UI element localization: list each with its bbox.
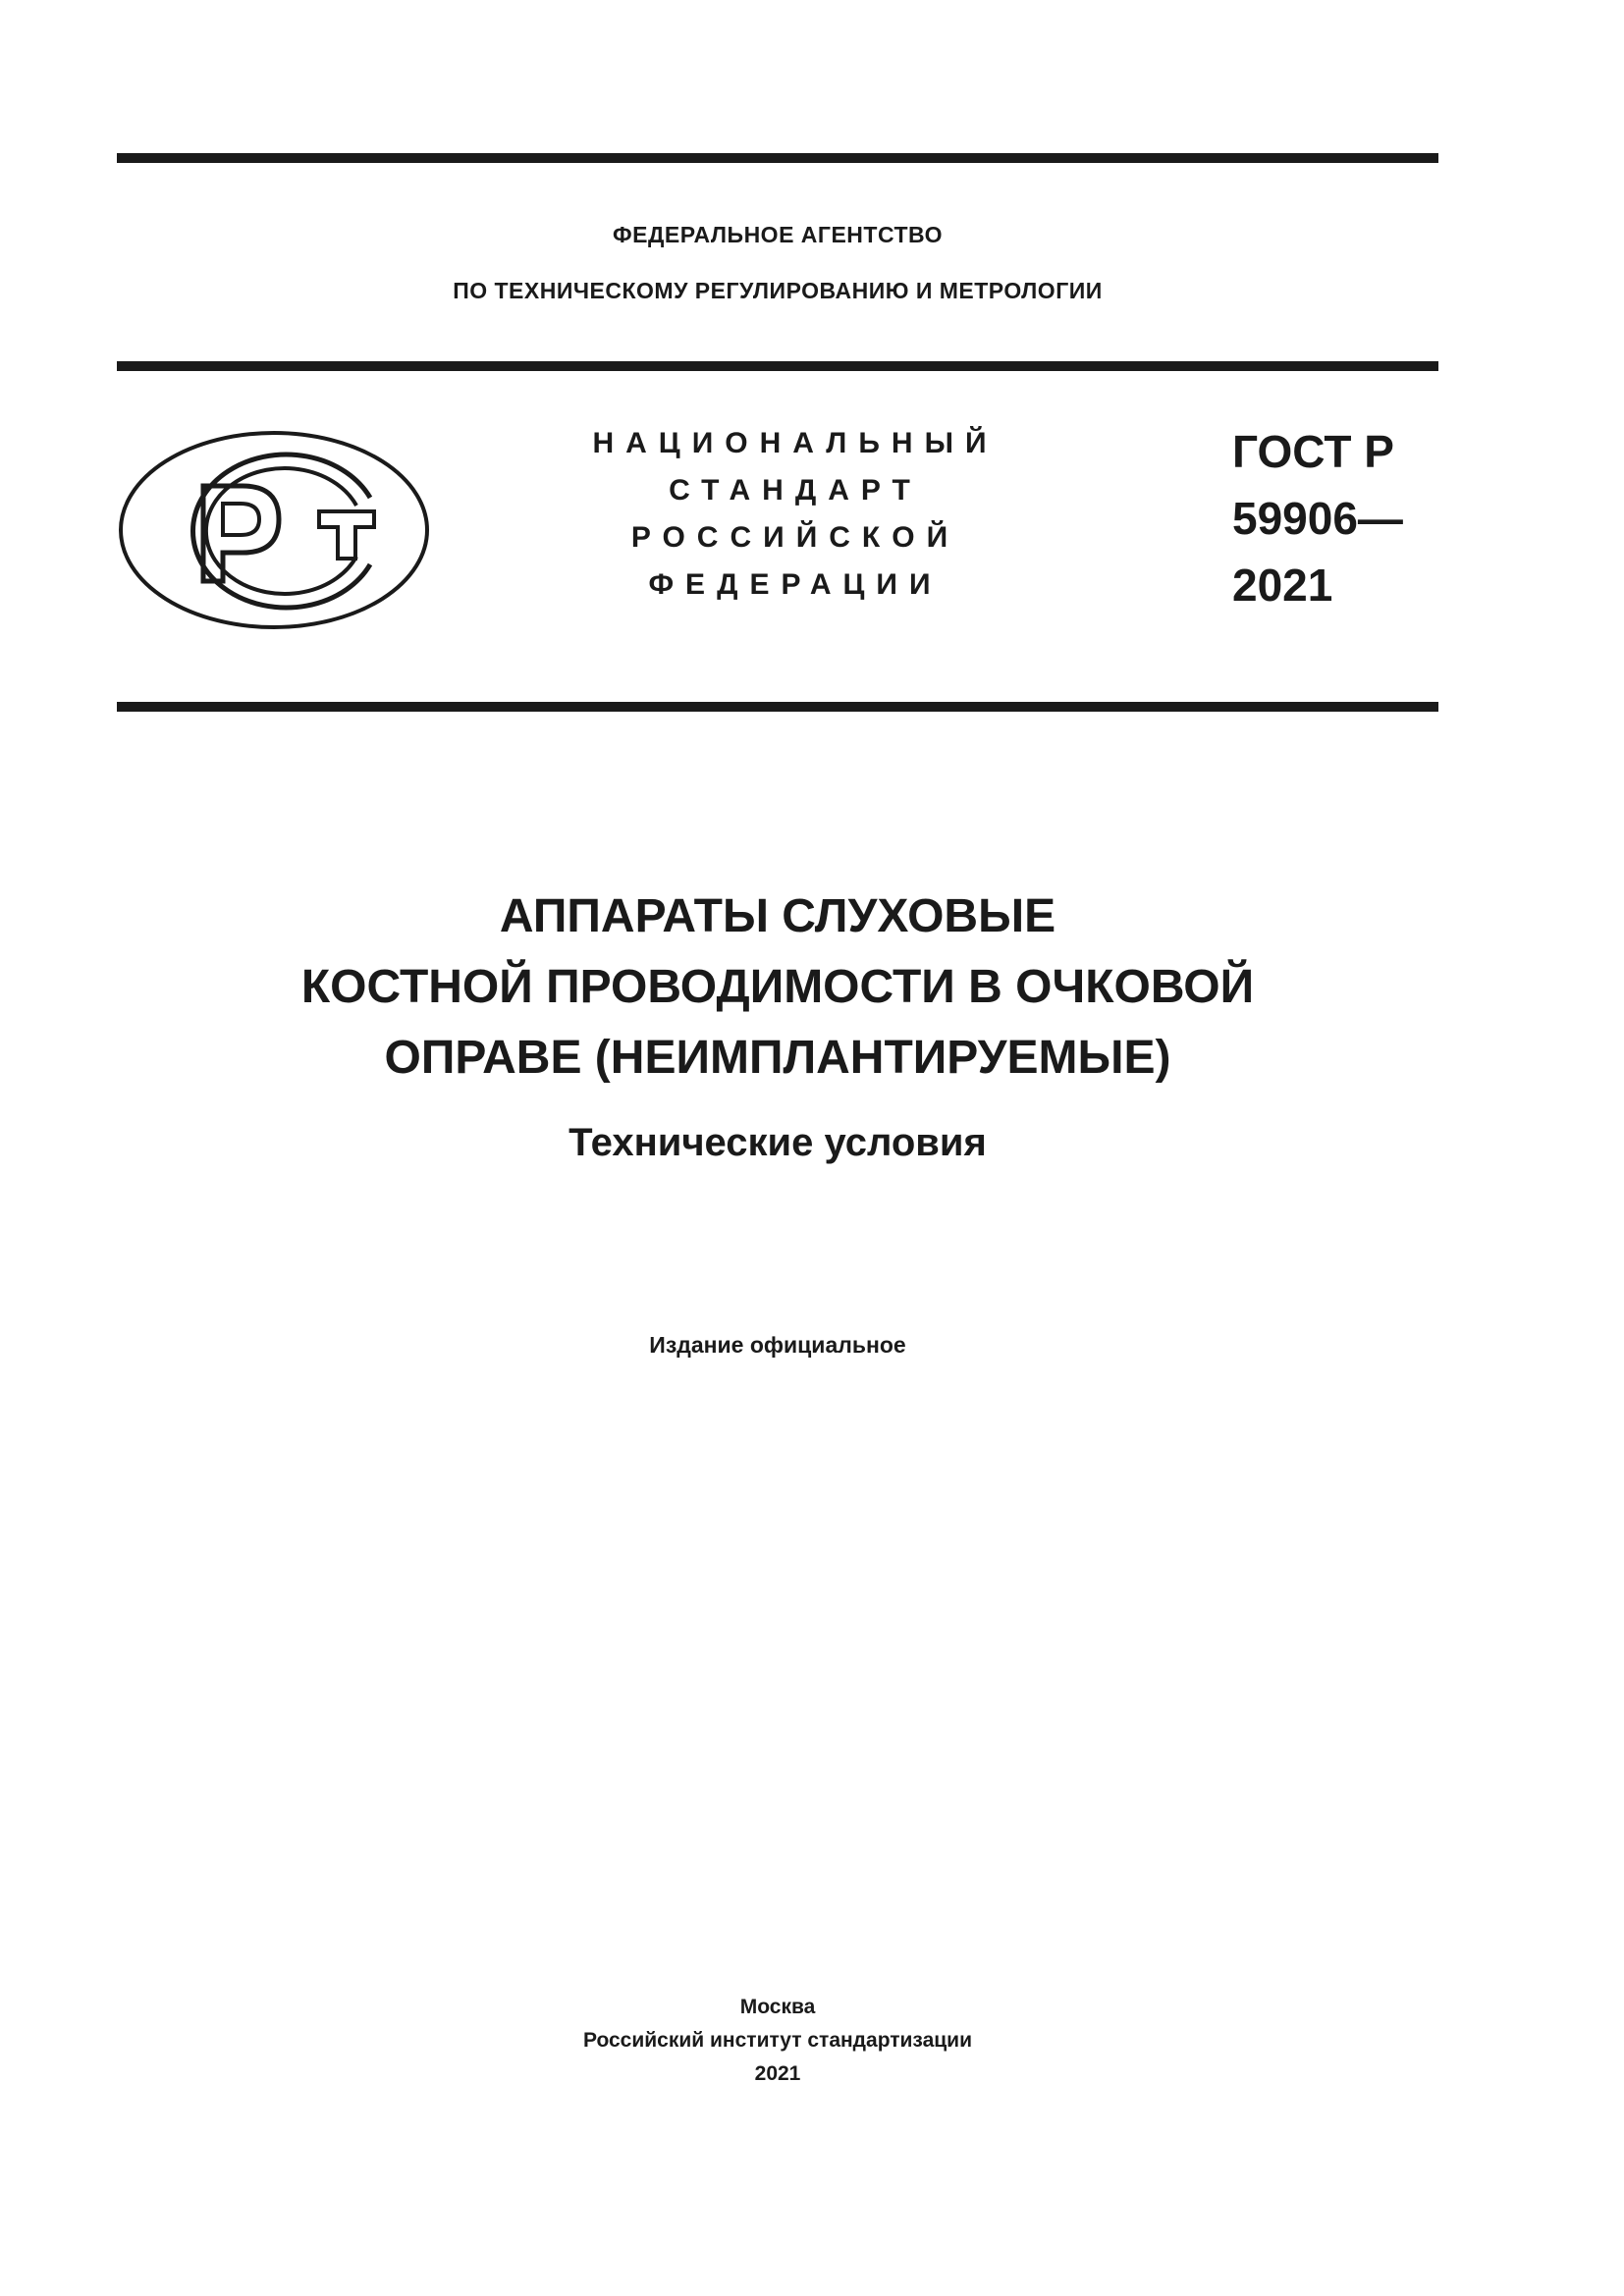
national-line-3: РОССИЙСКОЙ [630, 521, 960, 554]
imprint-city: Москва [739, 1996, 816, 2018]
title-line-2: КОСТНОЙ ПРОВОДИМОСТИ В ОЧКОВОЙ [300, 961, 1255, 1013]
designation-line-3: 2021 [1232, 560, 1333, 611]
agency-name-line-1: ФЕДЕРАЛЬНОЕ АГЕНТСТВО [613, 222, 943, 247]
designation-line-1: ГОСТ Р [1232, 426, 1394, 477]
standard-designation [1232, 418, 1458, 618]
title-line-3: ОПРАВЕ (НЕИМПЛАНТИРУЕМЫЕ) [384, 1032, 1171, 1084]
edition-note: Издание официальное [649, 1332, 906, 1358]
title-line-1: АППАРАТЫ СЛУХОВЫЕ [499, 890, 1056, 942]
standard-rule [117, 702, 1438, 712]
document-title [117, 881, 1438, 1094]
rst-logo-icon [117, 429, 431, 631]
imprint [117, 1991, 1438, 2091]
national-line-4: ФЕДЕРАЦИИ [648, 568, 943, 601]
header-rule [117, 361, 1438, 371]
national-line-1: НАЦИОНАЛЬНЫЙ [592, 427, 999, 459]
designation-line-2: 59906— [1232, 493, 1403, 544]
agency-name-line-2: ПО ТЕХНИЧЕСКОМУ РЕГУЛИРОВАНИЮ И МЕТРОЛОГИИ [453, 278, 1103, 303]
national-standard-label [550, 420, 1041, 609]
imprint-publisher: Российский институт стандартизации [582, 2029, 973, 2052]
imprint-year: 2021 [754, 2062, 801, 2085]
national-line-2: СТАНДАРТ [669, 474, 922, 507]
document-subtitle: Технические условия [568, 1121, 987, 1164]
top-rule [117, 153, 1438, 163]
